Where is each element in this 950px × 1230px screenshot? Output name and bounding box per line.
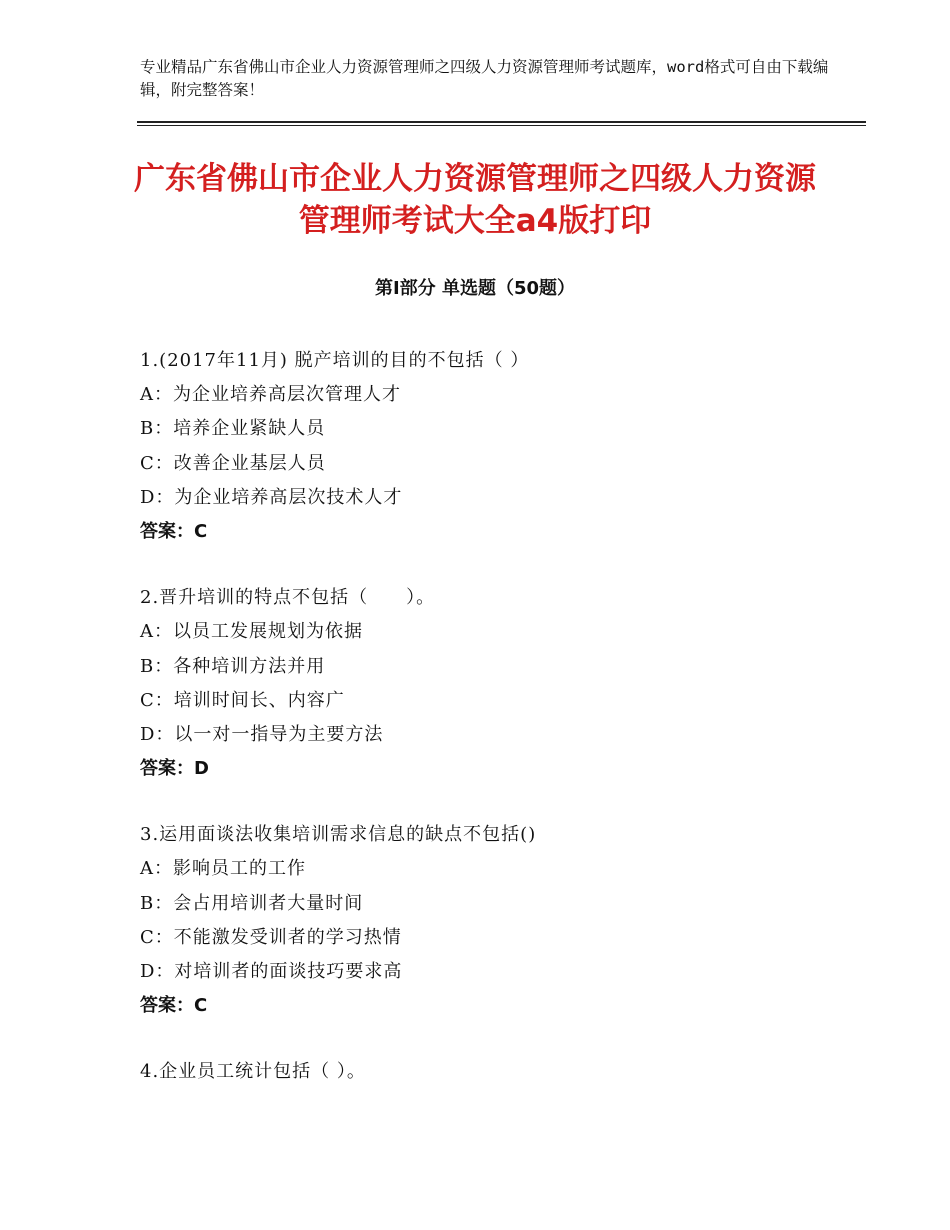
question-option-b: B：培养企业紧缺人员 bbox=[140, 418, 326, 440]
question-answer: 答案：D bbox=[140, 758, 209, 780]
question-item bbox=[140, 344, 860, 549]
header-note: 专业精品广东省佛山市企业人力资源管理师之四级人力资源管理师考试题库，word格式可自由下载编辑，附完整答案！ bbox=[140, 58, 829, 99]
question-list bbox=[140, 344, 860, 1122]
question-option-b: B：会占用培训者大量时间 bbox=[140, 892, 364, 914]
section-heading: 第Ⅰ部分 单选题（50题） bbox=[374, 278, 575, 299]
question-answer: 答案：C bbox=[140, 995, 208, 1017]
question-option-a: A：为企业培养高层次管理人才 bbox=[140, 384, 401, 406]
question-stem: 1.(2017年11月) 脱产培训的目的不包括（ ） bbox=[140, 350, 530, 371]
question-answer: 答案：C bbox=[140, 520, 208, 542]
question-option-c: C：改善企业基层人员 bbox=[140, 452, 326, 474]
question-option-a: A：影响员工的工作 bbox=[140, 858, 306, 880]
question-option-a: A：以员工发展规划为依据 bbox=[140, 621, 363, 643]
question-option-c: C：培训时间长、内容广 bbox=[140, 689, 345, 711]
question-option-d: D：对培训者的面谈技巧要求高 bbox=[140, 961, 403, 982]
question-option-d: D：为企业培养高层次技术人才 bbox=[140, 486, 403, 508]
question-option-d: D：以一对一指导为主要方法 bbox=[140, 723, 384, 745]
question-item bbox=[140, 818, 860, 1023]
header-divider-thin bbox=[137, 125, 866, 126]
question-stem: 2.晋升培训的特点不包括（ ）。 bbox=[140, 587, 436, 609]
question-item bbox=[140, 1055, 860, 1089]
document-title: 广东省佛山市企业人力资源管理师之四级人力资源管理师考试大全a4版打印 bbox=[134, 161, 816, 239]
question-option-b: B：各种培训方法并用 bbox=[140, 655, 326, 677]
question-stem: 3.运用面谈法收集培训需求信息的缺点不包括() bbox=[140, 824, 537, 846]
question-item bbox=[140, 581, 860, 786]
question-option-c: C：不能激发受训者的学习热情 bbox=[140, 926, 402, 948]
question-stem: 4.企业员工统计包括（ ）。 bbox=[140, 1061, 366, 1083]
header-divider-thick bbox=[137, 121, 866, 123]
